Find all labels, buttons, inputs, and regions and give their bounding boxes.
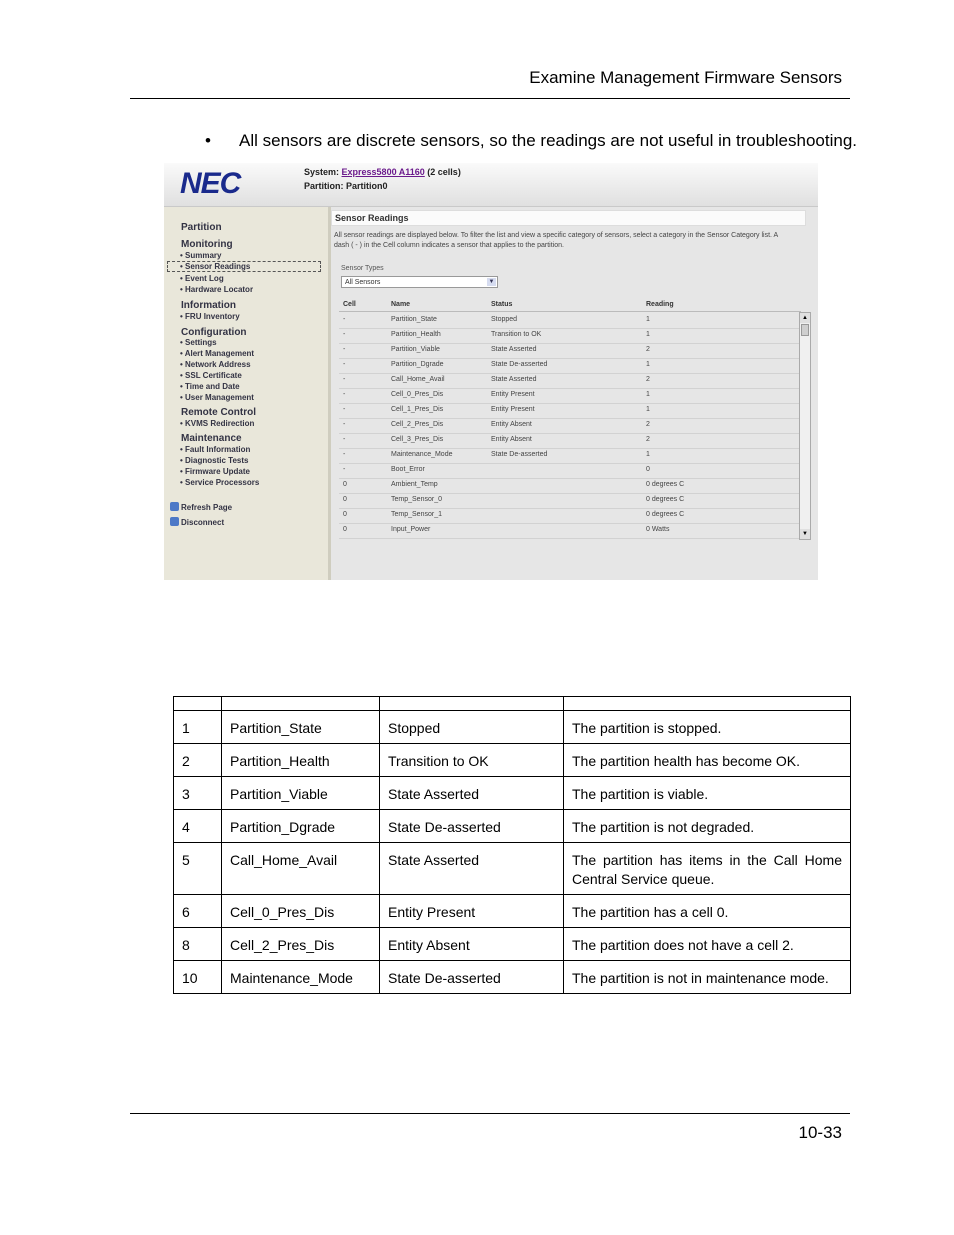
nav-heading-configuration: Configuration (181, 327, 247, 338)
grid-cell-cell: - (343, 451, 346, 458)
sensor-number-cell: 5 (174, 843, 222, 895)
grid-cell-cell: - (343, 331, 346, 338)
nec-logo: NEC (180, 167, 241, 200)
grid-row[interactable] (339, 373, 801, 389)
sensor-status-cell: State Asserted (380, 777, 564, 810)
grid-cell-reading: 0 degrees C (646, 496, 685, 503)
sensor-types-label: Sensor Types (341, 265, 384, 272)
table-header-cell (222, 697, 380, 711)
grid-cell-name: Partition_Dgrade (391, 361, 444, 368)
sensor-name-cell: Call_Home_Avail (222, 843, 380, 895)
grid-cell-status: State De-asserted (491, 361, 548, 368)
grid-cell-name: Input_Power (391, 526, 431, 533)
system-label: System: (304, 167, 340, 177)
nav-item-sensor-readings[interactable]: • Sensor Readings (168, 262, 320, 271)
nav-item-hardware-locator[interactable]: • Hardware Locator (180, 285, 254, 294)
grid-cell-cell: - (343, 421, 346, 428)
sensor-readings-screenshot (164, 163, 818, 580)
table-row (174, 843, 851, 895)
nav-item-ssl-certificate[interactable]: • SSL Certificate (180, 371, 242, 380)
grid-row[interactable] (339, 343, 801, 359)
sensor-status-cell: State De-asserted (380, 810, 564, 843)
grid-cell-cell: - (343, 406, 346, 413)
nav-heading-maintenance: Maintenance (181, 433, 242, 444)
grid-cell-name: Partition_State (391, 316, 437, 323)
nav-item-summary[interactable]: • Summary (180, 251, 222, 260)
sensor-number-cell: 3 (174, 777, 222, 810)
col-header-name[interactable]: Name (391, 301, 411, 308)
grid-cell-cell: - (343, 391, 346, 398)
nav-item-time-and-date[interactable]: • Time and Date (180, 382, 240, 391)
grid-cell-name: Cell_1_Pres_Dis (391, 406, 444, 413)
nav-item-settings[interactable]: • Settings (180, 338, 217, 347)
grid-cell-reading: 1 (646, 331, 650, 338)
sensor-number-cell: 10 (174, 961, 222, 994)
col-header-reading[interactable]: Reading (646, 301, 674, 308)
chevron-down-icon: ▼ (488, 279, 495, 285)
table-header-cell (380, 697, 564, 711)
col-header-cell[interactable]: Cell (343, 301, 356, 308)
sensor-name-cell: Partition_State (222, 711, 380, 744)
table-row (174, 928, 851, 961)
sensor-name-cell: Partition_Health (222, 744, 380, 777)
grid-cell-name: Cell_0_Pres_Dis (391, 391, 444, 398)
grid-cell-name: Call_Home_Avail (391, 376, 445, 383)
grid-cell-cell: - (343, 346, 346, 353)
grid-header (339, 299, 801, 312)
grid-cell-cell: - (343, 376, 346, 383)
grid-row[interactable] (339, 403, 801, 419)
grid-cell-cell: 0 (343, 496, 347, 503)
grid-cell-status: State Asserted (491, 346, 537, 353)
table-header-cell (174, 697, 222, 711)
grid-cell-reading: 0 Watts (646, 526, 670, 533)
sensor-name-cell: Partition_Viable (222, 777, 380, 810)
grid-cell-status: Entity Present (491, 406, 535, 413)
sensor-number-cell: 8 (174, 928, 222, 961)
nav-item-user-management[interactable]: • User Management (180, 393, 254, 402)
sensor-description-cell: The partition does not have a cell 2. (564, 928, 851, 961)
grid-cell-name: Boot_Error (391, 466, 425, 473)
grid-cell-name: Cell_2_Pres_Dis (391, 421, 444, 428)
grid-scrollbar[interactable] (799, 312, 811, 540)
grid-cell-cell: - (343, 436, 346, 443)
sensor-number-cell: 1 (174, 711, 222, 744)
disconnect-link[interactable]: Disconnect (170, 517, 224, 527)
sensor-description-cell: The partition is not in maintenance mode. (564, 961, 851, 994)
grid-cell-reading: 1 (646, 406, 650, 413)
sensor-status-cell: Stopped (380, 711, 564, 744)
refresh-page-link[interactable]: Refresh Page (170, 502, 232, 512)
refresh-icon (170, 502, 179, 511)
disconnect-icon (170, 517, 179, 526)
sensor-types-select[interactable] (341, 276, 498, 288)
sensor-name-cell: Cell_2_Pres_Dis (222, 928, 380, 961)
nav-item-service-processors[interactable]: • Service Processors (180, 478, 260, 487)
grid-cell-reading: 1 (646, 451, 650, 458)
grid-cell-status: State De-asserted (491, 451, 548, 458)
nav-heading-remote-control: Remote Control (181, 407, 256, 418)
sensor-status-cell: State De-asserted (380, 961, 564, 994)
nav-item-kvms-redirection[interactable]: • KVMS Redirection (180, 419, 255, 428)
table-header-cell (564, 697, 851, 711)
system-suffix: (2 cells) (427, 167, 461, 177)
grid-cell-status: Stopped (491, 316, 518, 323)
grid-cell-name: Partition_Health (391, 331, 441, 338)
main-panel (331, 207, 818, 580)
nav-sidebar (164, 207, 331, 580)
scroll-up-icon[interactable]: ▲ (800, 313, 810, 323)
grid-cell-reading: 2 (646, 376, 650, 383)
sensor-description-cell: The partition has a cell 0. (564, 895, 851, 928)
table-header-row (174, 697, 851, 711)
sensor-number-cell: 4 (174, 810, 222, 843)
grid-cell-reading: 1 (646, 361, 650, 368)
system-link[interactable]: Express5800 A1160 (341, 167, 425, 177)
grid-cell-status: Entity Absent (491, 436, 532, 443)
grid-cell-name: Maintenance_Mode (391, 451, 453, 458)
grid-row[interactable] (339, 478, 801, 494)
nav-item-firmware-update[interactable]: • Firmware Update (180, 467, 250, 476)
grid-cell-name: Temp_Sensor_1 (391, 511, 442, 518)
scroll-thumb[interactable] (801, 324, 809, 336)
nav-heading-partition: Partition (181, 222, 222, 233)
sensor-name-cell: Cell_0_Pres_Dis (222, 895, 380, 928)
sensor-description-cell: The partition is not degraded. (564, 810, 851, 843)
sensor-description-table (173, 696, 851, 994)
bullet-mark: • (205, 131, 211, 150)
grid-row[interactable] (339, 313, 801, 329)
grid-body (339, 313, 801, 535)
grid-cell-reading: 1 (646, 391, 650, 398)
sensor-number-cell: 6 (174, 895, 222, 928)
nav-item-fault-information[interactable]: • Fault Information (180, 445, 251, 454)
scroll-down-icon[interactable]: ▼ (800, 529, 810, 539)
grid-cell-reading: 2 (646, 346, 650, 353)
sensor-description-cell: The partition is stopped. (564, 711, 851, 744)
table-row (174, 961, 851, 994)
running-head: Examine Management Firmware Sensors (529, 68, 842, 87)
sensor-description-cell: The partition is viable. (564, 777, 851, 810)
grid-cell-cell: 0 (343, 481, 347, 488)
header-rule (130, 98, 850, 99)
table-row (174, 744, 851, 777)
sensor-types-value: All Sensors (345, 279, 381, 286)
table-row (174, 711, 851, 744)
grid-cell-name: Temp_Sensor_0 (391, 496, 442, 503)
grid-row[interactable] (339, 463, 801, 479)
table-row (174, 777, 851, 810)
screenshot-header (164, 163, 818, 207)
grid-cell-cell: - (343, 466, 346, 473)
grid-cell-cell: - (343, 316, 346, 323)
sensor-name-cell: Maintenance_Mode (222, 961, 380, 994)
table-row (174, 895, 851, 928)
grid-row[interactable] (339, 433, 801, 449)
nav-item-fru-inventory[interactable]: • FRU Inventory (180, 312, 240, 321)
sensor-description-cell: The partition has items in the Call Home Central Service queue. (564, 843, 851, 895)
sensor-status-cell: State Asserted (380, 843, 564, 895)
sensor-status-cell: Entity Absent (380, 928, 564, 961)
grid-cell-reading: 0 degrees C (646, 481, 685, 488)
grid-cell-cell: 0 (343, 511, 347, 518)
grid-cell-reading: 2 (646, 421, 650, 428)
grid-cell-cell: - (343, 361, 346, 368)
grid-cell-reading: 0 degrees C (646, 511, 685, 518)
grid-row[interactable] (339, 358, 801, 374)
grid-cell-name: Ambient_Temp (391, 481, 438, 488)
nav-item-event-log[interactable]: • Event Log (180, 274, 224, 283)
grid-row[interactable] (339, 388, 801, 404)
nav-heading-monitoring: Monitoring (181, 239, 233, 250)
sensor-number-cell: 2 (174, 744, 222, 777)
grid-cell-reading: 1 (646, 316, 650, 323)
footer-rule (130, 1113, 850, 1114)
bullet-text: All sensors are discrete sensors, so the readings are not useful in troubleshooting. (239, 131, 858, 150)
grid-cell-status: Entity Present (491, 391, 535, 398)
grid-cell-reading: 2 (646, 436, 650, 443)
col-header-status[interactable]: Status (491, 301, 513, 308)
nav-item-network-address[interactable]: • Network Address (180, 360, 251, 369)
grid-row[interactable] (339, 418, 801, 434)
table-row (174, 810, 851, 843)
grid-row[interactable] (339, 508, 801, 524)
grid-cell-status: Entity Absent (491, 421, 532, 428)
section-description: All sensor readings are displayed below. To filter the list and view a specific category of sensors, select a category in the Sensor Category list. A dash ( - ) in the Cell column indicates a sensor that applies to the partition. (334, 232, 778, 249)
grid-row[interactable] (339, 448, 801, 464)
sensor-description-cell: The partition health has become OK. (564, 744, 851, 777)
partition-line: Partition: Partition0 (304, 181, 388, 191)
section-title: Sensor Readings (331, 210, 806, 226)
grid-cell-name: Cell_3_Pres_Dis (391, 436, 444, 443)
grid-cell-status: Transition to OK (491, 331, 542, 338)
grid-row[interactable] (339, 328, 801, 344)
page-number: 10-33 (798, 1123, 842, 1142)
nav-heading-information: Information (181, 300, 236, 311)
grid-cell-name: Partition_Viable (391, 346, 440, 353)
nav-item-diagnostic-tests[interactable]: • Diagnostic Tests (180, 456, 249, 465)
system-line (304, 167, 461, 177)
grid-row[interactable] (339, 493, 801, 509)
grid-row[interactable] (339, 523, 801, 539)
nav-item-alert-management[interactable]: • Alert Management (180, 349, 255, 358)
grid-cell-cell: 0 (343, 526, 347, 533)
sensor-name-cell: Partition_Dgrade (222, 810, 380, 843)
sensor-status-cell: Entity Present (380, 895, 564, 928)
grid-cell-status: State Asserted (491, 376, 537, 383)
sensor-status-cell: Transition to OK (380, 744, 564, 777)
grid-cell-reading: 0 (646, 466, 650, 473)
